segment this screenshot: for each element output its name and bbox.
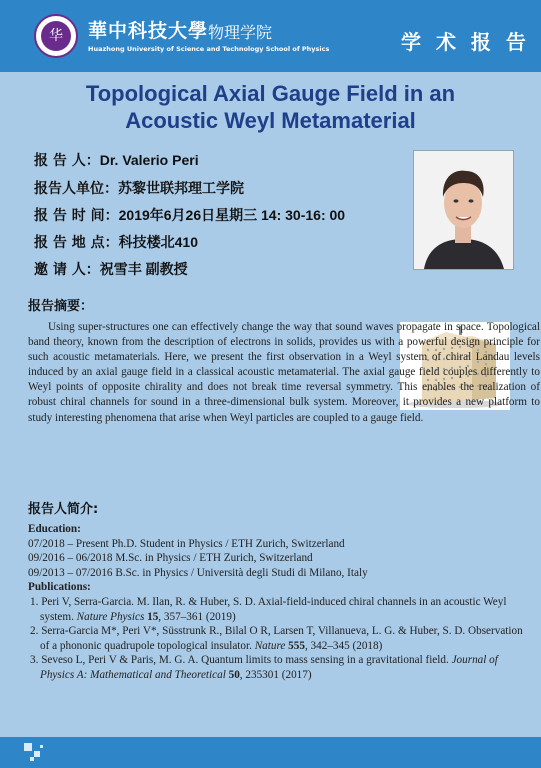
abstract-heading: 报告摘要： <box>28 299 94 314</box>
publication-journal: Journal of Physics A: Mathematical and Theoretical <box>40 654 498 681</box>
time-value: 2019年6月26日星期三 14: 30-16: 00 <box>118 207 346 223</box>
school-name-cn: 物理学院 <box>208 23 273 42</box>
speaker-value: Dr. Valerio Peri <box>99 152 199 168</box>
publication-number: 2. <box>30 625 39 638</box>
footer-banner <box>0 737 541 768</box>
publication-item <box>28 653 533 682</box>
location-value: 科技楼北410 <box>118 234 198 250</box>
publication-journal: Nature <box>254 639 286 652</box>
speaker-photo <box>413 150 514 270</box>
publication-pages: , 357–361 (2019) <box>158 610 236 623</box>
host-row <box>34 259 188 279</box>
university-name-cn: 華中科技大學 <box>88 20 209 42</box>
publication-authors: Peri V, Serra-Garcia. M. Ilan, R. & Huber, S. D. Axial-field-induced chiral channels in an acoustic Weyl system. <box>40 595 507 623</box>
publication-authors: Serra-Garcia M*, Peri V*, Süsstrunk R., Bilal O R, Larsen T, Villanueva, L. G. & Huber, S. D. Observation of a phononic quadrupole topological insulator. <box>40 625 523 652</box>
talk-title-line-1: Topological Axial Gauge Field in an <box>85 81 456 106</box>
time-row <box>34 205 345 225</box>
publication-volume: 555 <box>288 639 305 652</box>
speaker-bio <box>28 522 533 683</box>
publications-heading: Publications: <box>28 581 91 594</box>
affiliation-row <box>34 178 244 198</box>
time-label: 报 告 时 间： <box>34 208 119 224</box>
education-item: 09/2013 – 07/2016 B.Sc. in Physics / Università degli Studi di Milano, Italy <box>28 566 368 579</box>
publication-pages: , 342–345 (2018) <box>304 639 383 652</box>
event-type-badge: 学 术 报 告 <box>401 30 530 54</box>
publication-number: 3. <box>30 654 39 667</box>
publication-pages: , 235301 (2017) <box>239 668 312 681</box>
host-label: 邀 请 人： <box>34 262 100 278</box>
speaker-row <box>34 150 199 170</box>
publication-item <box>28 595 533 624</box>
talk-title-line-2: Acoustic Weyl Metamaterial <box>125 108 416 133</box>
location-row <box>34 232 198 252</box>
education-heading: Education: <box>28 523 81 535</box>
speaker-label: 报 告 人： <box>34 153 100 169</box>
affiliation-label: 报告人单位： <box>34 181 118 197</box>
footer-decoration-icon <box>0 737 541 768</box>
education-item: 07/2018 – Present Ph.D. Student in Physics / ETH Zurich, Switzerland <box>28 537 345 550</box>
university-logo-icon: 华 <box>34 14 78 58</box>
host-value: 祝雪丰 副教授 <box>99 261 188 277</box>
university-name-en: Huazhong University of Science and Technology School of Physics <box>88 45 330 53</box>
publication-volume: 15 <box>147 610 159 623</box>
bio-heading: 报告人简介: <box>28 502 99 517</box>
publication-journal: Nature Physics <box>76 610 145 623</box>
affiliation-value: 苏黎世联邦理工学院 <box>118 180 244 196</box>
location-label: 报 告 地 点： <box>34 235 119 251</box>
header-banner <box>0 0 541 72</box>
publication-number: 1. <box>30 595 39 608</box>
abstract-text <box>28 320 540 426</box>
publication-volume: 50 <box>228 668 240 681</box>
abstract-body: Using super-structures one can effectively change the way that sound waves propagate in space. Topological band theory, known from the description of electrons in solids, provides us with a powerful design principle for such acoustic metamaterials. Here, we present the first observation in a Weyl system of chiral Landau levels induced by an axial gauge field in a classical acoustic metamaterial. The axial gauge field couples differently to Weyl points of opposite chirality and does not break time reversal symmetry. This enables the realization of robust chiral channels for sound in a three-dimensional bulk system. Moreover, it provides a new platform to study interesting phenomena that arise when Weyl particles are coupled to a gauge field. <box>28 321 540 424</box>
talk-title <box>20 80 521 134</box>
education-item: 09/2016 – 06/2018 M.Sc. in Physics / ETH Zurich, Switzerland <box>28 552 313 565</box>
publication-item <box>28 624 533 653</box>
publication-authors: Seveso L, Peri V & Paris, M. G. A. Quantum limits to mass sensing in a gravitational field. <box>41 654 452 667</box>
